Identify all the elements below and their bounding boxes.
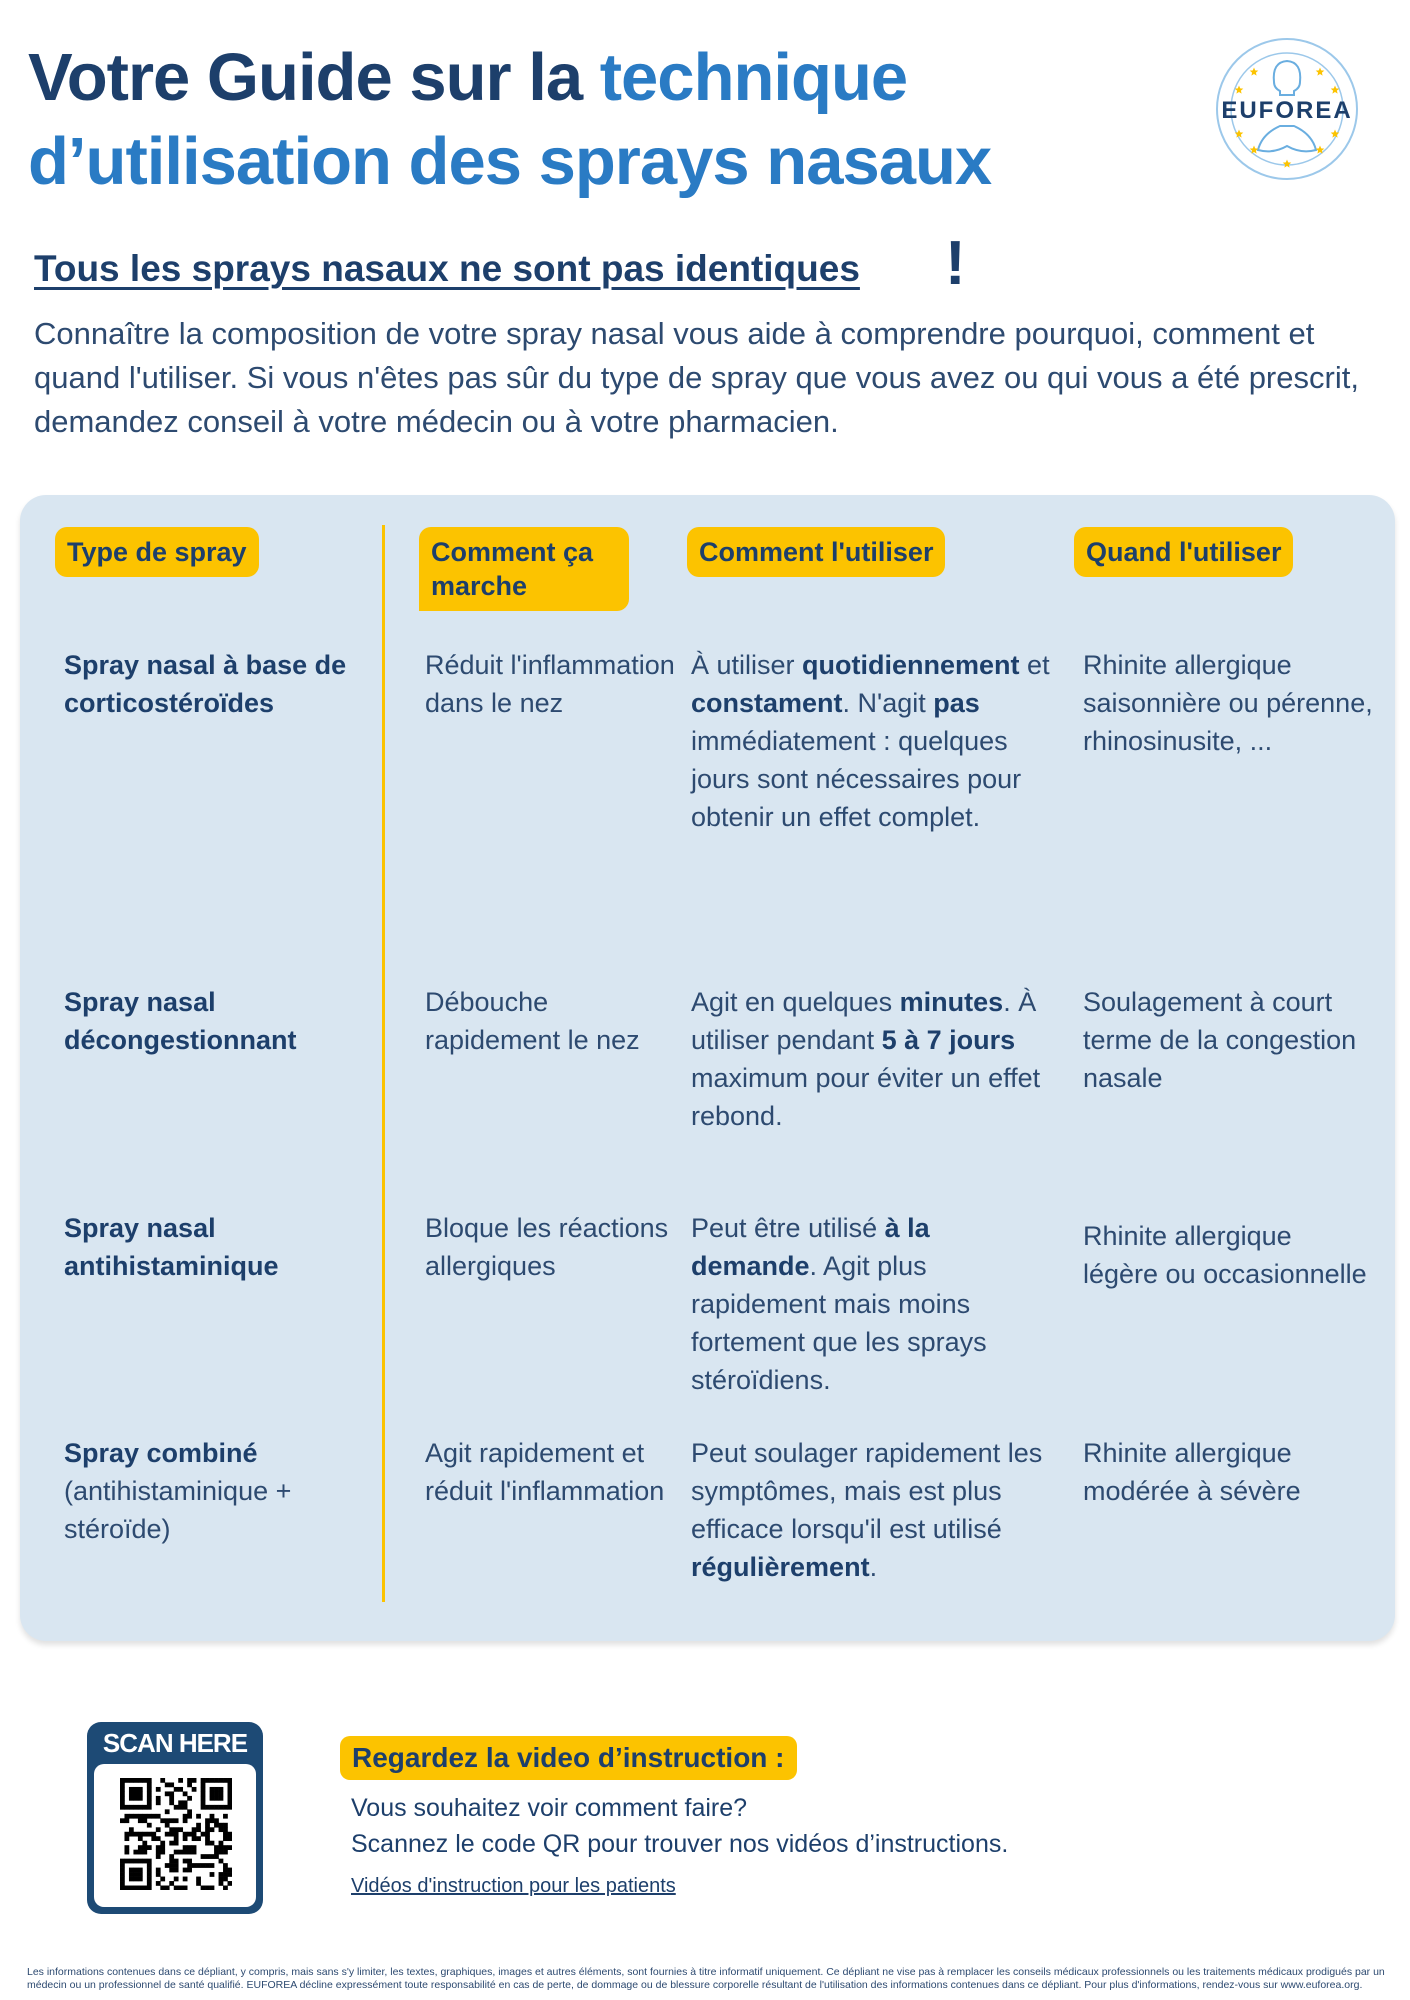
text: Agit en quelques: [691, 987, 900, 1017]
bold-text: minutes: [899, 987, 1004, 1017]
row-3-use: [691, 1209, 1061, 1399]
disclaimer: Les informations contenues dans ce dépliant, y compris, mais sans s'y limiter, les textes, graphiques, images et autres éléments, sont fournies à titre informatif uniquement. Ce dépliant ne vise pas à remplacer les conseils médicaux professionnels ou les traitements médicaux prodigués par un médecin ou un professionnel de santé qualifié. EUFOREA décline expressément toute responsabilité en cas de perte, de dommage ou de blessure corporelle résultant de l'utilisation des informations contenues dans ce dépliant. Pour plus d'informations, rendez-vous sur www.euforea.org.: [27, 1966, 1385, 1991]
bold-text: régulièrement: [691, 1552, 870, 1582]
bold-text: pas: [933, 688, 980, 718]
text: immédiatement : quelques jours sont nécessaires pour obtenir un effet complet.: [691, 726, 1022, 832]
row-3-type: [64, 1209, 374, 1285]
bold-text: Spray combiné: [64, 1438, 258, 1468]
text: . À utiliser pendant: [691, 987, 1037, 1055]
exclamation-icon: !: [945, 229, 966, 298]
row-1-type: [64, 646, 374, 722]
row-3-how: Bloque les réactions allergiques: [425, 1213, 669, 1281]
page-title: [28, 36, 991, 204]
text: maximum pour éviter un effet rebond.: [691, 1063, 1041, 1131]
row-1-when: Rhinite allergique saisonnière ou pérenne, rhinosinusite, ...: [1083, 650, 1373, 756]
row-4-how: Agit rapidement et réduit l'inflammation: [425, 1438, 665, 1506]
row-2-how: Débouche rapidement le nez: [425, 987, 640, 1055]
video-text-2: Scannez le code QR pour trouver nos vidéos d’instructions.: [351, 1830, 1009, 1858]
intro-paragraph: Connaître la composition de votre spray nasal vous aide à comprendre pourquoi, comment et quand l'utiliser. Si vous n'êtes pas sûr du type de spray que vous avez ou qui vous a été prescrit, demandez conseil à votre médecin ou à votre pharmacien.: [34, 316, 1359, 439]
text: et: [1019, 650, 1050, 680]
bold-text: à la demande: [691, 1213, 930, 1281]
text: (antihistaminique + stéroïde): [64, 1476, 292, 1544]
header-type: Type de spray: [55, 527, 259, 577]
text: À utiliser: [691, 650, 803, 680]
bold-text: quotidiennement: [802, 650, 1020, 680]
text: . Agit plus rapidement mais moins fortement que les sprays stéroïdiens.: [691, 1251, 987, 1395]
bold-text: Spray nasal décongestionnant: [64, 987, 297, 1055]
header-use: Comment l'utiliser: [687, 527, 945, 577]
star-icon: [1250, 68, 1259, 76]
text: Peut soulager rapidement les symptômes, mais est plus efficace lorsqu'il est utilisé: [691, 1438, 1043, 1544]
row-2-type: [64, 983, 374, 1059]
text: .: [869, 1552, 878, 1582]
qr-card[interactable]: [87, 1722, 263, 1914]
logo-text: EUFOREA: [1221, 97, 1353, 124]
bold-text: Spray nasal à base de corticostéroïdes: [64, 650, 347, 718]
euforea-logo: [1212, 34, 1362, 184]
row-1-use: [691, 646, 1061, 836]
video-text-1: Vous souhaitez voir comment faire?: [351, 1794, 748, 1822]
row-2-use: [691, 983, 1061, 1135]
scan-here-label: SCAN HERE: [102, 1728, 248, 1758]
video-heading: Regardez la video d’instruction :: [340, 1736, 797, 1780]
title-highlight: technique: [599, 40, 908, 115]
row-3-when: Rhinite allergique légère ou occasionnelle: [1083, 1221, 1367, 1289]
column-divider: [382, 525, 385, 1602]
row-1-how: Réduit l'inflammation dans le nez: [425, 650, 675, 718]
row-4-when: Rhinite allergique modérée à sévère: [1083, 1438, 1301, 1506]
section-subtitle: Tous les sprays nasaux ne sont pas identiques: [34, 248, 860, 289]
bold-text: constament: [691, 688, 843, 718]
header-when: Quand l'utiliser: [1074, 527, 1293, 577]
star-icon: [1283, 160, 1292, 168]
header-how: [419, 527, 629, 611]
bold-text: 5 à 7 jours: [881, 1025, 1016, 1055]
qr-code-icon[interactable]: [120, 1778, 232, 1890]
title-line2: d’utilisation des sprays nasaux: [28, 124, 992, 199]
qr-frame: [94, 1764, 256, 1907]
title-part1: Votre Guide sur la: [28, 40, 600, 115]
row-2-when: Soulagement à court terme de la congestion nasale: [1083, 987, 1357, 1093]
row-4-use: [691, 1434, 1061, 1586]
text: . N'agit: [842, 688, 934, 718]
row-4-type: [64, 1434, 374, 1548]
patient-videos-link[interactable]: Vidéos d'instruction pour les patients: [351, 1875, 676, 1897]
text: Peut être utilisé: [691, 1213, 885, 1243]
header-how-label: Comment ça marche: [431, 537, 594, 601]
bold-text: Spray nasal antihistaminique: [64, 1213, 279, 1281]
star-icon: [1316, 68, 1325, 76]
